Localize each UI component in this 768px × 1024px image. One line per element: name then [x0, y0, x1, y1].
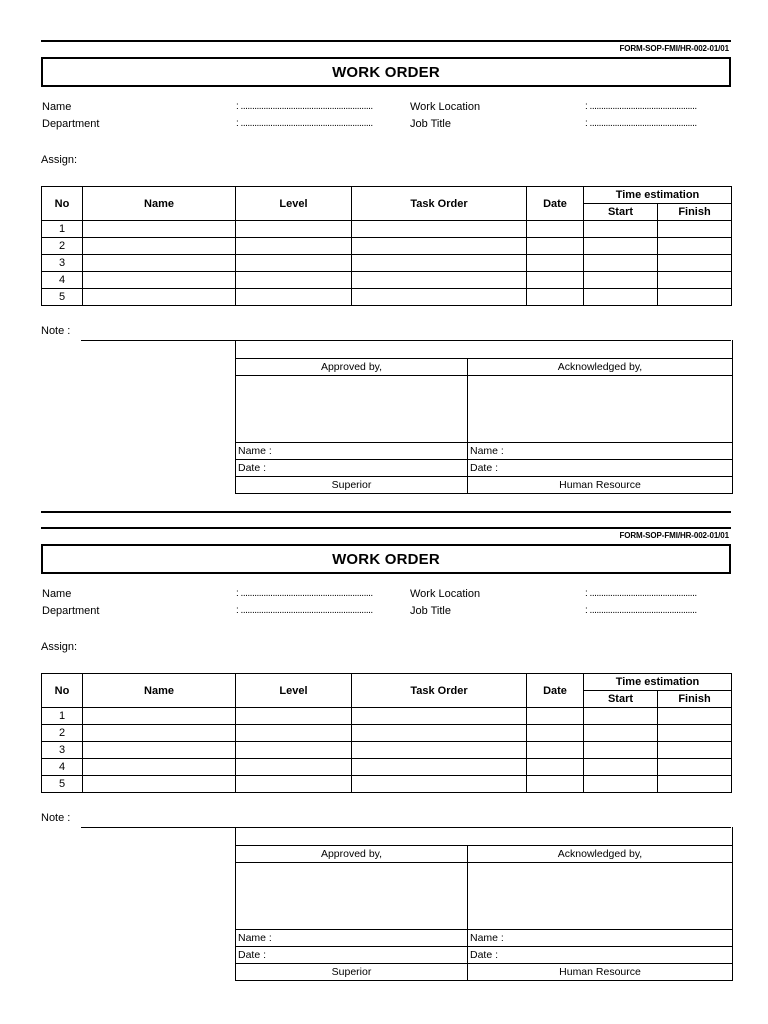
- cell[interactable]: [658, 238, 732, 255]
- hr-date-label[interactable]: Date :: [468, 947, 733, 964]
- superior-date-label[interactable]: Date :: [236, 460, 468, 477]
- cell[interactable]: [584, 725, 658, 742]
- table-row: [42, 742, 732, 759]
- cell[interactable]: [236, 725, 352, 742]
- form-code: FORM-SOP-FMI/HR-002-01/01: [619, 44, 729, 53]
- header-start: Start: [584, 691, 658, 708]
- hr-signature-area[interactable]: [468, 376, 733, 443]
- header-name: Name: [83, 674, 236, 708]
- header-finish: Finish: [658, 691, 732, 708]
- cell[interactable]: [83, 742, 236, 759]
- name-label: Name: [42, 101, 72, 113]
- cell[interactable]: [658, 759, 732, 776]
- cell[interactable]: [352, 272, 527, 289]
- info-row-department: [41, 118, 731, 132]
- header-time-estimation: Time estimation: [584, 674, 732, 691]
- cell[interactable]: [658, 272, 732, 289]
- cell[interactable]: [83, 725, 236, 742]
- cell[interactable]: [527, 272, 584, 289]
- cell[interactable]: [658, 742, 732, 759]
- superior-name-label[interactable]: Name :: [236, 930, 468, 947]
- department-field[interactable]: : ..........................................................: [236, 605, 373, 616]
- form-divider: [41, 511, 731, 513]
- cell[interactable]: [584, 776, 658, 793]
- assign-label: Assign:: [41, 154, 78, 166]
- cell[interactable]: [527, 255, 584, 272]
- cell[interactable]: [658, 725, 732, 742]
- header-date: Date: [527, 187, 584, 221]
- cell[interactable]: [352, 289, 527, 306]
- header-start: Start: [584, 204, 658, 221]
- cell[interactable]: [236, 759, 352, 776]
- job-title-field[interactable]: : ...............................................: [585, 118, 697, 129]
- cell[interactable]: [527, 759, 584, 776]
- form-title: WORK ORDER: [41, 57, 731, 87]
- cell[interactable]: [352, 776, 527, 793]
- cell[interactable]: [83, 221, 236, 238]
- note-box[interactable]: [235, 827, 733, 846]
- row-number: 5: [42, 776, 83, 793]
- cell[interactable]: [236, 708, 352, 725]
- row-number: 3: [42, 742, 83, 759]
- job-title-field[interactable]: : ...............................................: [585, 605, 697, 616]
- cell[interactable]: [352, 255, 527, 272]
- note-label: Note :: [41, 325, 71, 337]
- table-row: [42, 725, 732, 742]
- header-level: Level: [236, 187, 352, 221]
- table-row: [42, 272, 732, 289]
- cell[interactable]: [83, 272, 236, 289]
- row-number: 3: [42, 255, 83, 272]
- cell[interactable]: [658, 708, 732, 725]
- cell[interactable]: [352, 759, 527, 776]
- acknowledged-by-label: Acknowledged by,: [468, 846, 733, 863]
- superior-name-label[interactable]: Name :: [236, 443, 468, 460]
- header-finish: Finish: [658, 204, 732, 221]
- info-row-department: [41, 605, 731, 619]
- approval-table: [235, 358, 733, 494]
- info-row-name: [41, 588, 731, 602]
- cell[interactable]: [584, 289, 658, 306]
- work-location-label: Work Location: [410, 101, 481, 113]
- cell[interactable]: [527, 776, 584, 793]
- work-location-field[interactable]: : ...............................................: [585, 101, 697, 112]
- cell[interactable]: [352, 725, 527, 742]
- job-title-label: Job Title: [410, 605, 451, 617]
- cell[interactable]: [236, 255, 352, 272]
- row-number: 1: [42, 221, 83, 238]
- info-row-name: [41, 101, 731, 115]
- job-title-label: Job Title: [410, 118, 451, 130]
- cell[interactable]: [584, 238, 658, 255]
- table-row: [42, 255, 732, 272]
- note-label: Note :: [41, 812, 71, 824]
- department-label: Department: [42, 118, 100, 130]
- hr-name-label[interactable]: Name :: [468, 443, 733, 460]
- task-table: [41, 673, 732, 793]
- row-number: 4: [42, 272, 83, 289]
- work-location-label: Work Location: [410, 588, 481, 600]
- cell[interactable]: [658, 776, 732, 793]
- superior-date-label[interactable]: Date :: [236, 947, 468, 964]
- cell[interactable]: [83, 759, 236, 776]
- cell[interactable]: [83, 776, 236, 793]
- form-title: WORK ORDER: [41, 544, 731, 574]
- department-label: Department: [42, 605, 100, 617]
- cell[interactable]: [236, 289, 352, 306]
- row-number: 2: [42, 238, 83, 255]
- header-time-estimation: Time estimation: [584, 187, 732, 204]
- cell[interactable]: [352, 221, 527, 238]
- name-field[interactable]: : ..........................................................: [236, 588, 373, 599]
- name-label: Name: [42, 588, 72, 600]
- cell[interactable]: [584, 708, 658, 725]
- cell[interactable]: [352, 742, 527, 759]
- approved-by-label: Approved by,: [236, 359, 468, 376]
- cell[interactable]: [352, 238, 527, 255]
- cell[interactable]: [584, 759, 658, 776]
- superior-label: Superior: [236, 964, 468, 981]
- row-number: 5: [42, 289, 83, 306]
- cell[interactable]: [584, 255, 658, 272]
- header-no: No: [42, 674, 83, 708]
- human-resource-label: Human Resource: [468, 964, 733, 981]
- table-row: [42, 238, 732, 255]
- cell[interactable]: [527, 289, 584, 306]
- superior-signature-area[interactable]: [236, 376, 468, 443]
- department-field[interactable]: : ..........................................................: [236, 118, 373, 129]
- top-rule: [41, 527, 731, 529]
- top-rule: [41, 40, 731, 42]
- name-field[interactable]: : ..........................................................: [236, 101, 373, 112]
- cell[interactable]: [584, 742, 658, 759]
- cell[interactable]: [527, 221, 584, 238]
- work-location-field[interactable]: : ...............................................: [585, 588, 697, 599]
- hr-signature-area[interactable]: [468, 863, 733, 930]
- approval-table: [235, 845, 733, 981]
- header-no: No: [42, 187, 83, 221]
- header-date: Date: [527, 674, 584, 708]
- cell[interactable]: [236, 238, 352, 255]
- cell[interactable]: [236, 742, 352, 759]
- assign-label: Assign:: [41, 641, 78, 653]
- superior-signature-area[interactable]: [236, 863, 468, 930]
- table-row: [42, 759, 732, 776]
- cell[interactable]: [83, 708, 236, 725]
- row-number: 4: [42, 759, 83, 776]
- table-row: [42, 221, 732, 238]
- cell[interactable]: [658, 221, 732, 238]
- hr-name-label[interactable]: Name :: [468, 930, 733, 947]
- cell[interactable]: [83, 289, 236, 306]
- cell[interactable]: [584, 221, 658, 238]
- row-number: 2: [42, 725, 83, 742]
- cell[interactable]: [236, 221, 352, 238]
- cell[interactable]: [236, 776, 352, 793]
- task-table: [41, 186, 732, 306]
- row-number: 1: [42, 708, 83, 725]
- cell[interactable]: [527, 742, 584, 759]
- cell[interactable]: [352, 708, 527, 725]
- table-row: [42, 289, 732, 306]
- cell[interactable]: [584, 272, 658, 289]
- cell[interactable]: [83, 255, 236, 272]
- cell[interactable]: [527, 725, 584, 742]
- header-task-order: Task Order: [352, 674, 527, 708]
- hr-date-label[interactable]: Date :: [468, 460, 733, 477]
- table-row: [42, 708, 732, 725]
- human-resource-label: Human Resource: [468, 477, 733, 494]
- cell[interactable]: [83, 238, 236, 255]
- note-box[interactable]: [235, 340, 733, 359]
- acknowledged-by-label: Acknowledged by,: [468, 359, 733, 376]
- form-code: FORM-SOP-FMI/HR-002-01/01: [619, 531, 729, 540]
- cell[interactable]: [658, 289, 732, 306]
- superior-label: Superior: [236, 477, 468, 494]
- cell[interactable]: [236, 272, 352, 289]
- table-row: [42, 776, 732, 793]
- header-task-order: Task Order: [352, 187, 527, 221]
- cell[interactable]: [527, 238, 584, 255]
- approved-by-label: Approved by,: [236, 846, 468, 863]
- header-name: Name: [83, 187, 236, 221]
- header-level: Level: [236, 674, 352, 708]
- cell[interactable]: [527, 708, 584, 725]
- cell[interactable]: [658, 255, 732, 272]
